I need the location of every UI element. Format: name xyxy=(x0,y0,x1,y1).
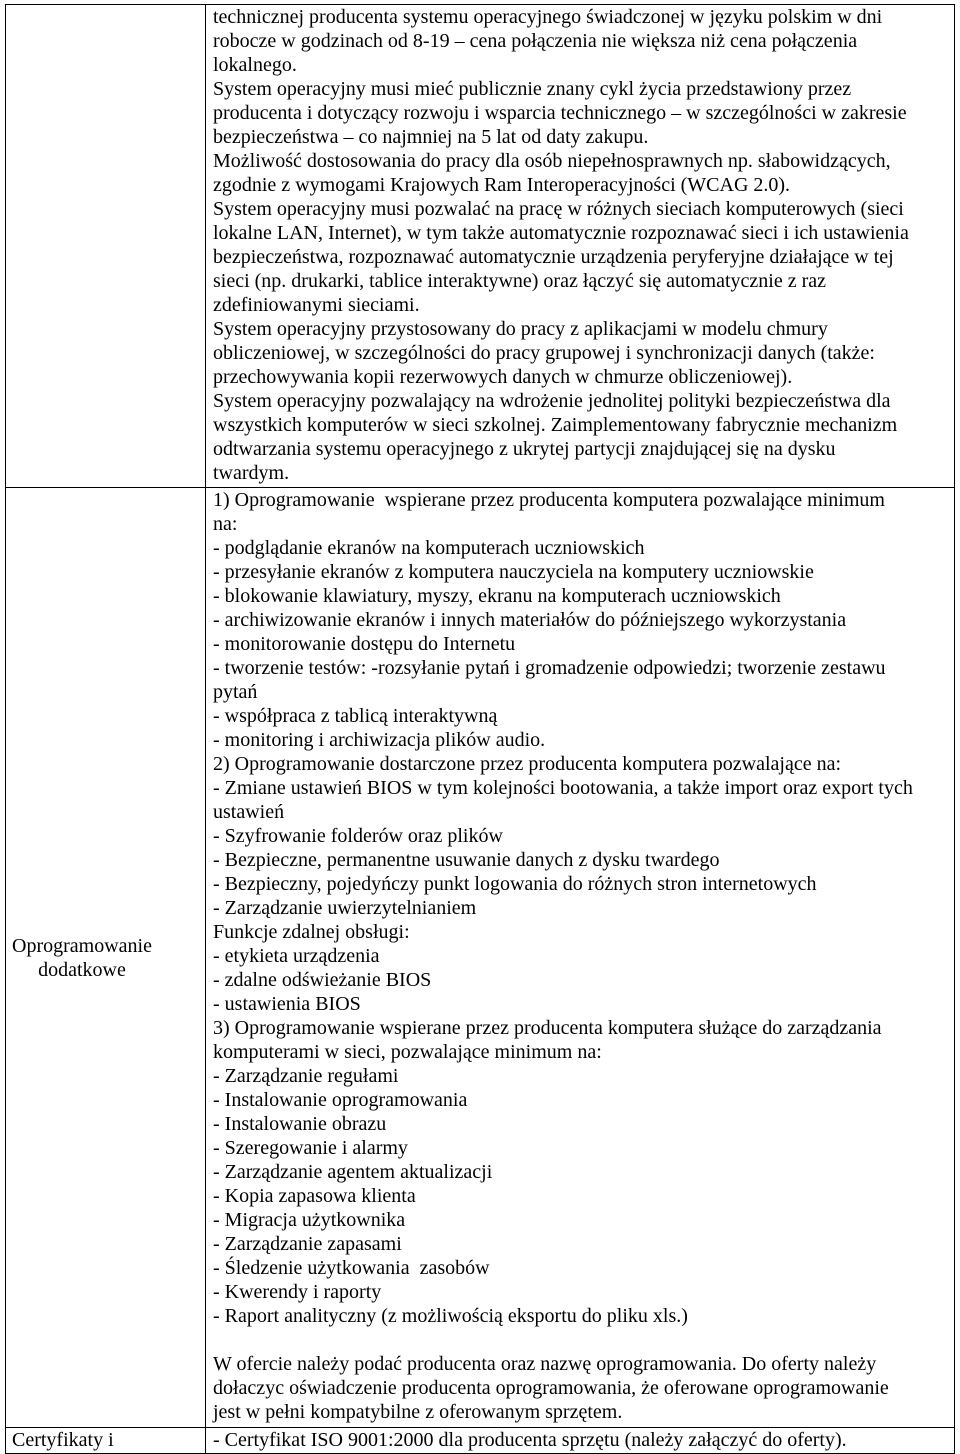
content-line: System operacyjny pozwalający na wdrożenie jednolitej polityki bezpieczeństwa dla xyxy=(213,390,891,412)
label-line: Oprogramowanie xyxy=(12,934,152,957)
content-line: - Kopia zapasowa klienta xyxy=(213,1185,416,1207)
content-line: zgodnie z wymogami Krajowych Ram Interoperacyjności (WCAG 2.0). xyxy=(213,174,791,196)
content-line: - Zarządzanie zapasami xyxy=(213,1233,402,1255)
table-row-software xyxy=(6,488,954,1428)
row-content-cell xyxy=(206,1428,954,1453)
content-line: System operacyjny przystosowany do pracy z aplikacjami w modelu chmury xyxy=(213,318,828,340)
content-line: - Instalowanie oprogramowania xyxy=(213,1089,468,1111)
content-line: twardym. xyxy=(213,462,290,484)
table-row-continued xyxy=(6,5,954,488)
content-line: - Szyfrowanie folderów oraz plików xyxy=(213,825,503,847)
note-line: dołaczyc oświadczenie producenta oprogramowania, że oferowane oprogramowanie xyxy=(213,1377,889,1399)
content-line: - monitorowanie dostępu do Internetu xyxy=(213,633,516,655)
row-label-cell xyxy=(6,488,206,1427)
content-line: pytań xyxy=(213,681,258,703)
content-line: sieci (np. drukarki, tablice interaktywne) oraz łączyć się automatycznie z raz xyxy=(213,270,827,292)
content-line: - Zarządzanie agentem aktualizacji xyxy=(213,1161,493,1183)
software-requirements-list xyxy=(213,488,954,1328)
content-line: - Zarządzanie regułami xyxy=(213,1065,399,1087)
content-line: Możliwość dostosowania do pracy dla osób niepełnosprawnych np. słabowidzących, xyxy=(213,150,891,172)
content-line: - współpraca z tablicą interaktywną xyxy=(213,705,498,727)
content-line: przechowywania kopii rezerwowych danych w chmurze obliczeniowej). xyxy=(213,366,793,388)
content-line: - Migracja użytkownika xyxy=(213,1209,406,1231)
table-row-certificates xyxy=(6,1428,954,1454)
content-line: ustawień xyxy=(213,801,285,823)
offer-note xyxy=(213,1352,954,1424)
content-line: - Bezpieczny, pojedyńczy punkt logowania do różnych stron internetowych xyxy=(213,873,817,895)
content-line: 1) Oprogramowanie wspierane przez producenta komputera pozwalające minimum xyxy=(213,489,885,511)
content-line: producenta i dotyczący rozwoju i wsparcia technicznego – w szczególności w zakresie xyxy=(213,102,907,124)
content-line: - podglądanie ekranów na komputerach uczniowskich xyxy=(213,537,645,559)
content-line: - etykieta urządzenia xyxy=(213,945,380,967)
content-line: lokalnego. xyxy=(213,54,297,76)
content-line: - Zarządzanie uwierzytelnianiem xyxy=(213,897,477,919)
content-line: - ustawienia BIOS xyxy=(213,993,361,1015)
content-line: - Szeregowanie i alarmy xyxy=(213,1137,408,1159)
specification-table xyxy=(5,4,955,1454)
content-line: - monitoring i archiwizacja plików audio. xyxy=(213,729,546,751)
row-content-cell xyxy=(206,5,954,487)
content-line: 3) Oprogramowanie wspierane przez producenta komputera służące do zarządzania xyxy=(213,1017,882,1039)
content-line: Funkcje zdalnej obsługi: xyxy=(213,921,410,943)
content-line: - Śledzenie użytkowania zasobów xyxy=(213,1257,490,1279)
label-line: dodatkowe xyxy=(38,958,126,981)
content-line: wszystkich komputerów w sieci szkolnej. Zaimplementowany fabrycznie mechanizm xyxy=(213,414,898,436)
content-line: - Bezpieczne, permanentne usuwanie danych z dysku twardego xyxy=(213,849,720,871)
content-line: odtwarzania systemu operacyjnego z ukrytej partycji znajdującej się na dysku xyxy=(213,438,836,460)
content-line: zdefiniowanymi sieciami. xyxy=(213,294,420,316)
row-label-cell xyxy=(6,1428,206,1453)
content-line: System operacyjny musi mieć publicznie znany cykl życia przedstawiony przez xyxy=(213,78,852,100)
row-content-cell xyxy=(206,488,954,1427)
label-line: Certyfikaty i xyxy=(12,1429,114,1451)
content-line: - archiwizowanie ekranów i innych materiałów do późniejszego wykorzystania xyxy=(213,609,847,631)
content-line: - przesyłanie ekranów z komputera nauczyciela na komputery uczniowskie xyxy=(213,561,814,583)
content-line: - Raport analityczny (z możliwością eksportu do pliku xls.) xyxy=(213,1305,688,1327)
content-line: System operacyjny musi pozwalać na pracę w różnych sieciach komputerowych (sieci xyxy=(213,198,904,220)
content-line: bezpieczeństwa, rozpoznawać automatycznie urządzenia peryferyjne działające w tej xyxy=(213,246,894,268)
content-line: - blokowanie klawiatury, myszy, ekranu na komputerach uczniowskich xyxy=(213,585,781,607)
content-line: bezpieczeństwa – co najmniej na 5 lat od daty zakupu. xyxy=(213,126,649,148)
content-line: technicznej producenta systemu operacyjnego świadczonej w języku polskim w dni xyxy=(213,6,883,28)
content-line: 2) Oprogramowanie dostarczone przez producenta komputera pozwalające na: xyxy=(213,753,842,775)
content-line: lokalne LAN, Internet), w tym także automatycznie rozpoznawać sieci i ich ustawienia xyxy=(213,222,909,244)
paragraph-spacer xyxy=(213,1328,954,1352)
note-line: W ofercie należy podać producenta oraz nazwę oprogramowania. Do oferty należy xyxy=(213,1353,877,1375)
content-line: obliczeniowej, w szczególności do pracy grupowej i synchronizacji danych (także: xyxy=(213,342,875,364)
row-label-software xyxy=(12,934,152,982)
note-line: jest w pełni kompatybilne z oferowanym sprzętem. xyxy=(213,1401,623,1423)
content-line: - Zmiane ustawień BIOS w tym kolejności bootowania, a także import oraz export tych xyxy=(213,777,913,799)
content-line: - Kwerendy i raporty xyxy=(213,1281,382,1303)
content-line: - Certyfikat ISO 9001:2000 dla producenta sprzętu (należy załączyć do oferty). xyxy=(213,1429,847,1451)
row-label-cell xyxy=(6,5,206,487)
content-line: robocze w godzinach od 8-19 – cena połączenia nie większa niż cena połączenia xyxy=(213,30,858,52)
content-line: na: xyxy=(213,513,238,535)
content-line: - zdalne odświeżanie BIOS xyxy=(213,969,432,991)
content-line: - tworzenie testów: -rozsyłanie pytań i gromadzenie odpowiedzi; tworzenie zestawu xyxy=(213,657,886,679)
row-label-certificates xyxy=(12,1428,114,1452)
content-line: - Instalowanie obrazu xyxy=(213,1113,387,1135)
content-line: komputerami w sieci, pozwalające minimum na: xyxy=(213,1041,602,1063)
